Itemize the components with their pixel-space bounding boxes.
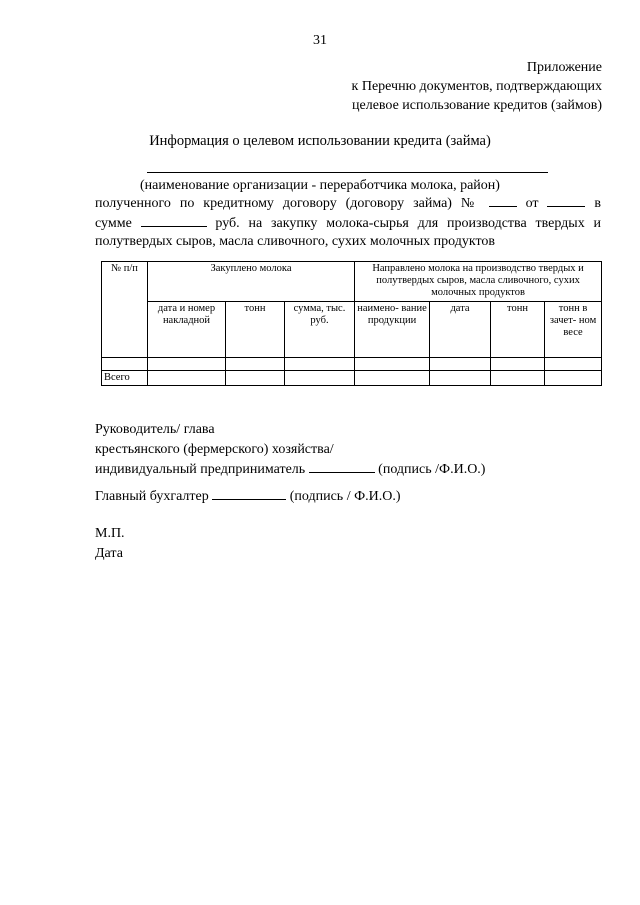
header-date-invoice: дата и номер накладной <box>148 302 226 358</box>
table-row <box>102 358 602 371</box>
milk-usage-table <box>101 261 602 386</box>
table-cell <box>148 371 226 386</box>
annex-line-1: Приложение <box>526 60 602 75</box>
credit-text-1c: в <box>594 196 602 211</box>
credit-text-2b: руб. на закупку молока-сырья для производства твердых и <box>215 215 601 231</box>
date-label: Дата <box>95 545 123 561</box>
table-total-row <box>102 371 602 386</box>
header-num: № п/п <box>102 262 148 358</box>
header-date: дата <box>430 302 491 358</box>
table-cell <box>491 371 545 386</box>
header-tons-directed: тонн <box>491 302 545 358</box>
stamp-date-block <box>95 524 125 563</box>
head-title-line-1: Руководитель/ глава <box>95 422 215 437</box>
head-signature-caption: (подпись /Ф.И.О.) <box>378 462 486 477</box>
table-cell <box>355 371 430 386</box>
head-title-line-3 <box>95 459 485 480</box>
total-label: Всего <box>102 371 148 386</box>
table-cell <box>226 358 285 371</box>
table-cell <box>102 358 148 371</box>
credit-text-2a: сумме <box>95 215 132 231</box>
table-header-row <box>102 262 602 302</box>
table-cell <box>545 371 602 386</box>
contract-date-blank <box>547 193 585 207</box>
table-cell <box>226 371 285 386</box>
table-cell <box>430 358 491 371</box>
credit-line-2 <box>95 213 601 233</box>
header-purchased: Закуплено молока <box>148 262 355 302</box>
head-title-line-2: крестьянского (фермерского) хозяйства/ <box>95 441 334 457</box>
annex-line-3: целевое использование кредитов (займов) <box>352 98 602 113</box>
header-tons: тонн <box>226 302 285 358</box>
organization-name-caption: (наименование организации - переработчика молока, район) <box>140 178 500 193</box>
header-directed: Направлено молока на производство твердых и полутвердых сыров, масла сливочного, сухих молочных продуктов <box>355 262 602 302</box>
table-cell <box>285 371 355 386</box>
head-signature-blank <box>309 459 375 473</box>
amount-blank <box>141 213 207 227</box>
head-signature-block <box>95 420 485 480</box>
document-title: Информация о целевом использовании кредита (займа) <box>149 133 491 149</box>
accountant-signature-blank <box>212 486 286 500</box>
head-title-text: индивидуальный предприниматель <box>95 462 306 477</box>
accountant-signature-caption: (подпись / Ф.И.О.) <box>289 489 401 504</box>
credit-text-1a: полученного по кредитному договору (договору займа) № <box>95 196 480 211</box>
table-cell <box>148 358 226 371</box>
organization-name-line <box>147 172 548 173</box>
credit-description <box>95 193 601 252</box>
credit-text-1b: от <box>525 196 539 211</box>
credit-line-3: полутвердых сыров, масла сливочного, сухих молочных продуктов <box>95 234 496 249</box>
accountant-signature-block <box>95 486 401 507</box>
stamp-label: М.П. <box>95 526 125 541</box>
table-cell <box>545 358 602 371</box>
table-subheader-row <box>102 302 602 358</box>
header-product-name: наимено- вание продукции <box>355 302 430 358</box>
accountant-title: Главный бухгалтер <box>95 489 209 504</box>
header-tons-credit-weight: тонн в зачет- ном весе <box>545 302 602 358</box>
annex-line-2: к Перечню документов, подтверждающих <box>351 79 602 94</box>
page-number: 31 <box>313 33 327 48</box>
contract-number-blank <box>489 193 517 207</box>
table-cell <box>430 371 491 386</box>
table-cell <box>285 358 355 371</box>
credit-line-1 <box>95 193 601 213</box>
table-cell <box>355 358 430 371</box>
header-sum: сумма, тыс. руб. <box>285 302 355 358</box>
annex-header <box>352 58 602 115</box>
table-cell <box>491 358 545 371</box>
